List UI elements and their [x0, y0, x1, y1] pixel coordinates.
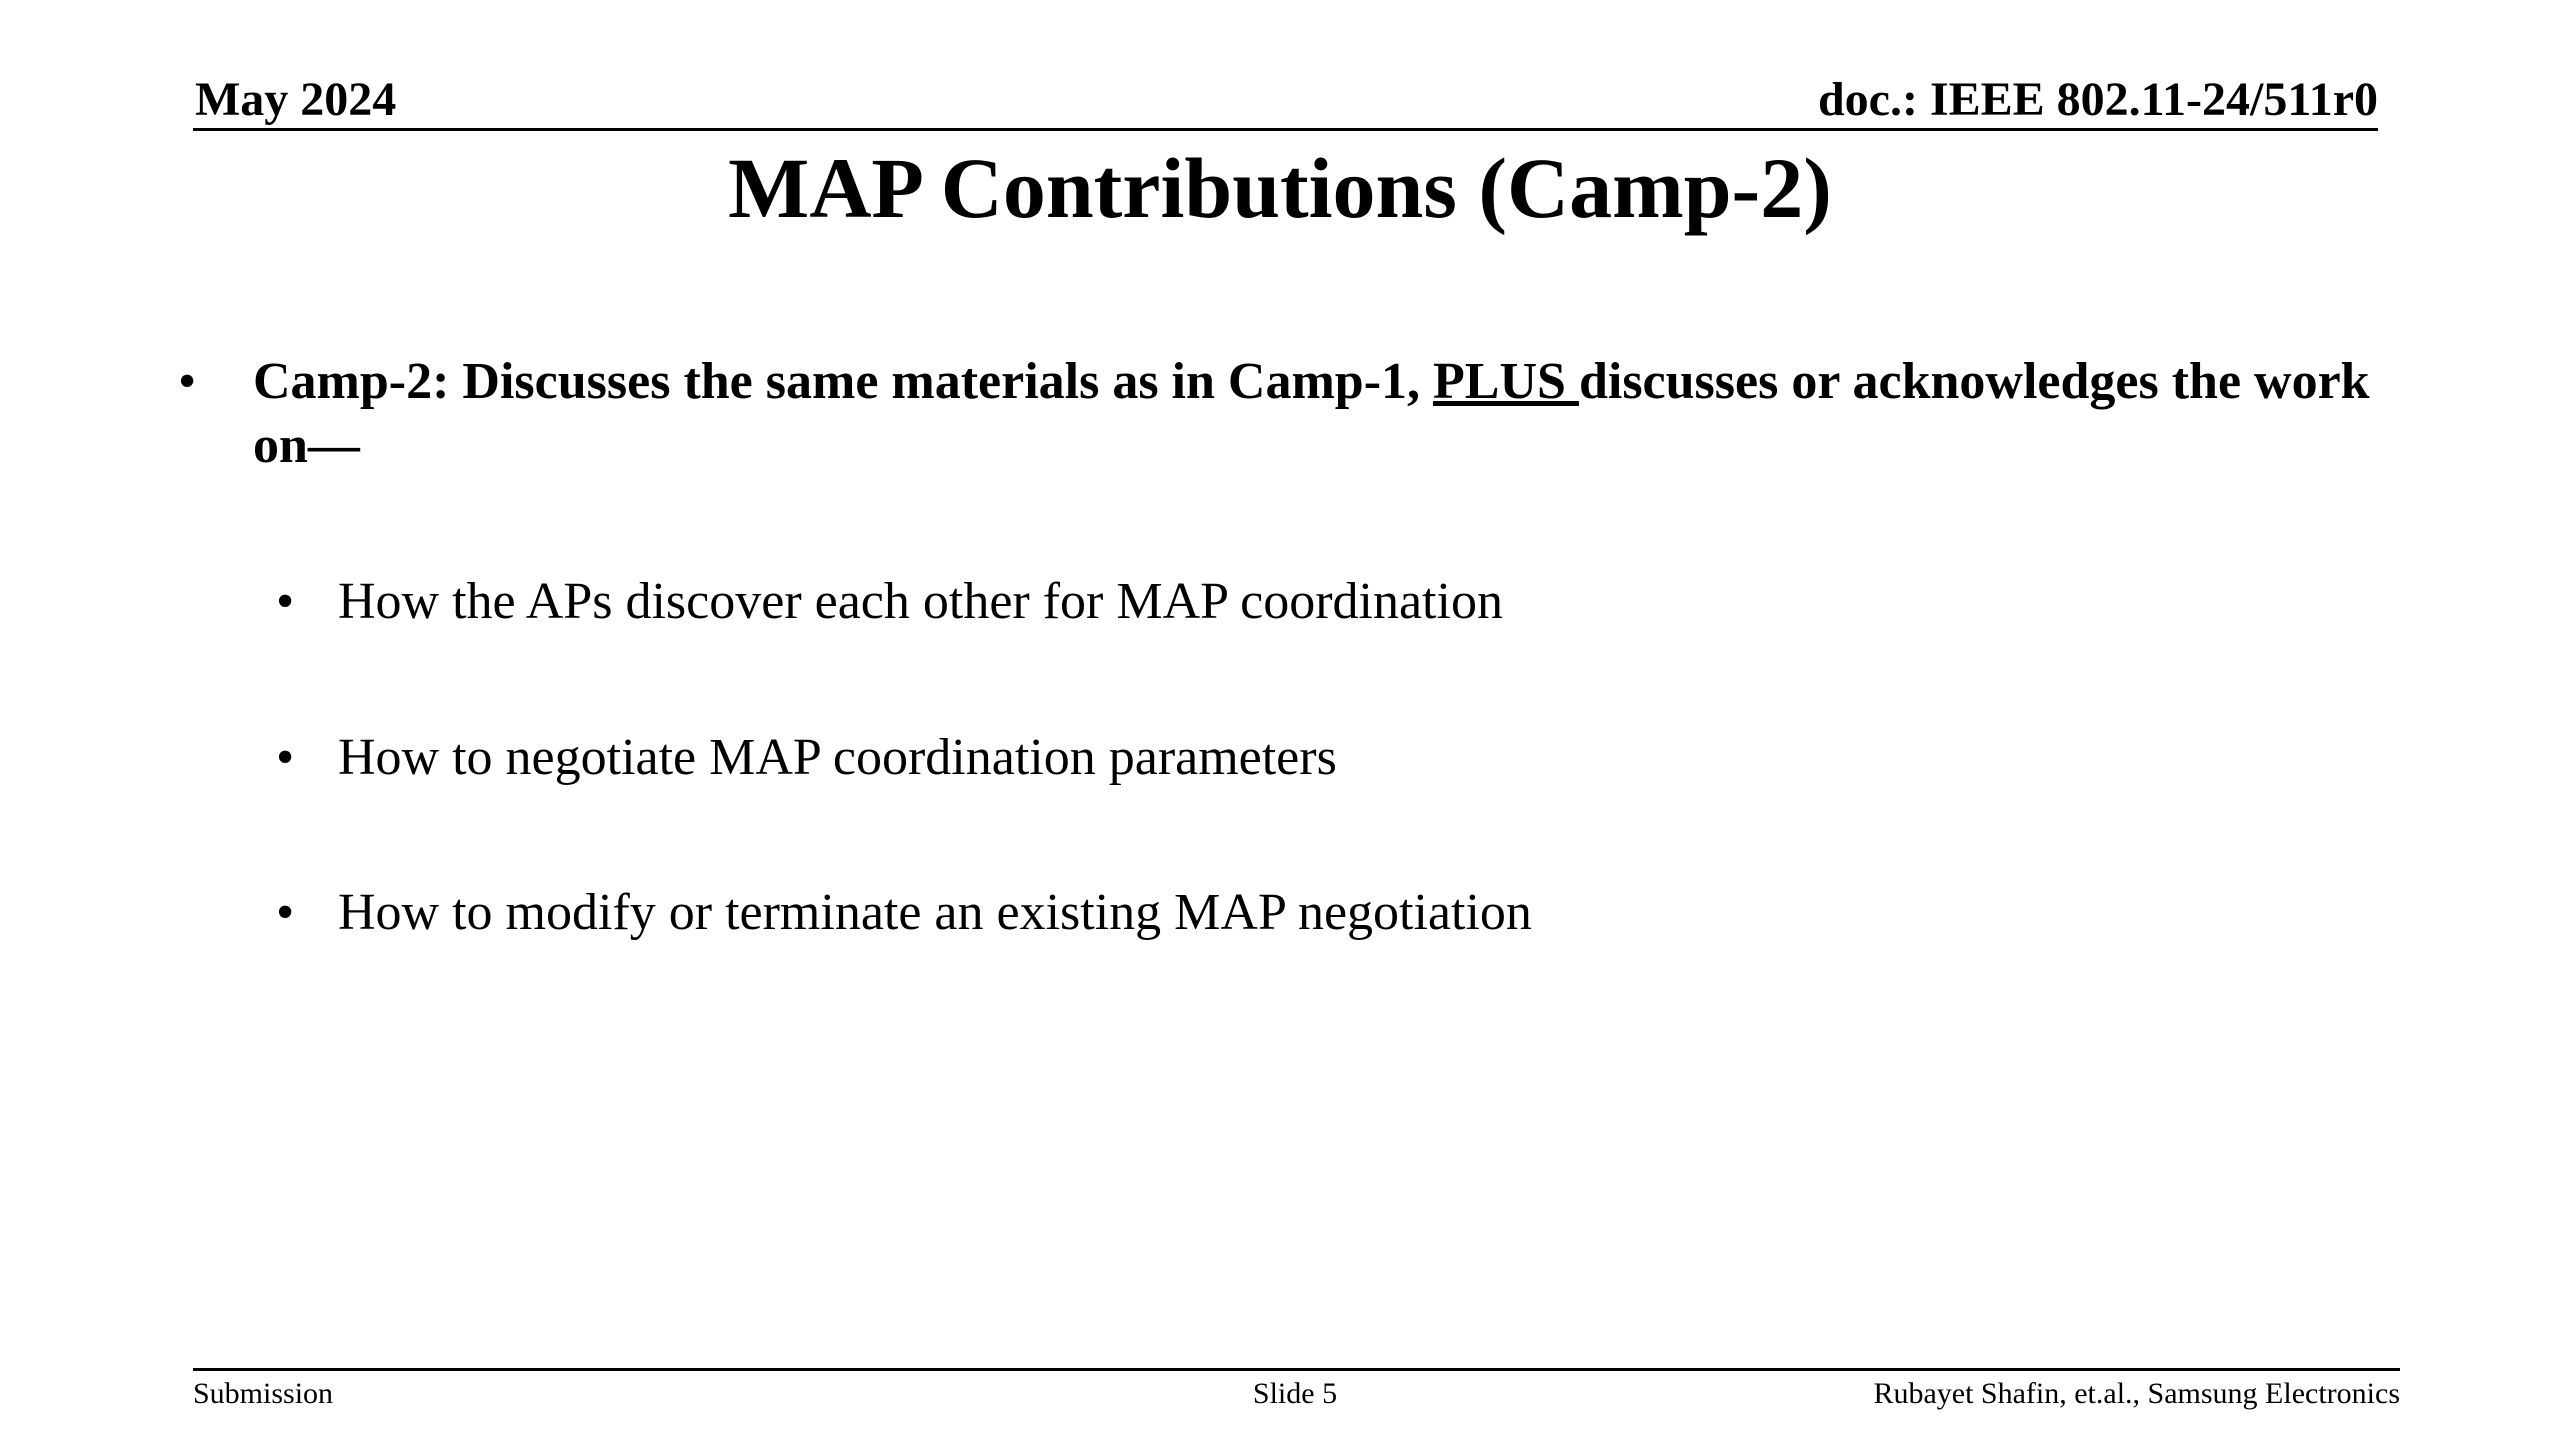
slide-title: MAP Contributions (Camp-2) — [728, 140, 1832, 236]
sub-bullet-glyph: • — [276, 729, 295, 786]
header-doc-id: doc.: IEEE 802.11-24/511r0 — [1817, 73, 2378, 126]
sub-bullet-text: How to modify or terminate an existing MAP negotiation — [338, 884, 1532, 941]
header-date: May 2024 — [195, 73, 397, 126]
sub-bullet — [276, 570, 1503, 634]
main-bullet-underlined: PLUS — [1433, 353, 1579, 410]
footer-slide-number: Slide 5 — [1252, 1377, 1338, 1410]
main-bullet — [178, 350, 2378, 478]
sub-bullet-glyph: • — [276, 884, 295, 941]
sub-bullet — [276, 881, 1532, 945]
main-bullet-text-before: Camp-2: Discusses the same materials as in Camp-1, — [253, 353, 1434, 410]
footer-submission: Submission — [193, 1377, 334, 1410]
header-divider — [193, 128, 2378, 131]
main-bullet-text — [253, 350, 2378, 478]
sub-bullet-glyph: • — [276, 573, 295, 630]
sub-bullet-text: How to negotiate MAP coordination parameters — [338, 729, 1337, 786]
footer-author: Rubayet Shafin, et.al., Samsung Electronics — [1873, 1377, 2400, 1410]
bullet-glyph: • — [178, 353, 197, 410]
footer-divider — [193, 1368, 2400, 1371]
sub-bullet-text: How the APs discover each other for MAP coordination — [338, 573, 1503, 630]
main-bullet-text-after: discusses or acknowledges the work on— — [253, 353, 2370, 474]
sub-bullet — [276, 726, 1337, 790]
